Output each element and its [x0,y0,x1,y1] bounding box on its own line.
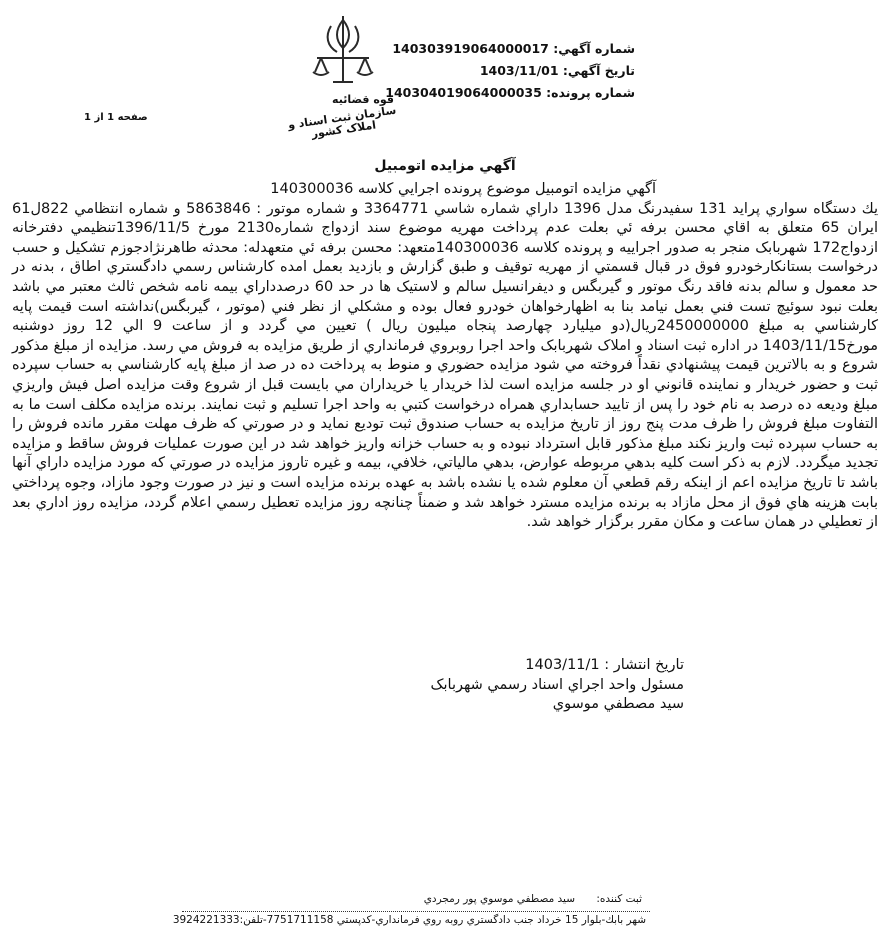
registrar-row [424,893,642,905]
judiciary-emblem [278,12,408,142]
footer-divider [182,911,650,912]
signer-name: سيد مصطفي موسوي [552,696,684,713]
notice-number-row [375,38,635,60]
notice-heading-line: آگهي مزايده اتومبيل موضوع پرونده اجرايي کلاسه 140300036 [270,181,656,197]
page-number: صفحه 1 از 1 [84,112,148,123]
publish-date: تاريخ انتشار : 1403/11/1 [525,657,684,673]
document-title: آگهي مزايده اتومبيل [374,158,516,174]
notice-main-paragraph: يك دستگاه سواري پرايد 131 سفيدرنگ مدل 1396 داراي شماره شاسي 3364771 و شماره موتور : 5863846 و شماره انتظامي 822ل61 ايران 65 متعلق به اقاي محسن برفه ئي بعلت عدم پرداخت مهريه موضوع سند ازدواج شماره2130 مورخ 1396/11/5تنظيمي دفترخانه ازدواج172 شهربابک منجر به صدور اجراييه و پرونده کلاسه 140300036متعهد: محسن برفه ئي متعهدله: محدثه طاهرنژادجوزم تشکيل و حسب درخواست بستانکارخودرو فوق در قبال قسمتي از مهريه توقيف و طبق گزارش و بازديد بعمل امده کارشناس رسمي دادگستري اطاق ، بدنه در حد معمول و سالم بدنه فاقد رنگ موتور و گيربگس و ديفرانسيل سالم و لاستيک ها در حد 60 درصدداراي بيمه نامه شخص ثالث معتبر مي باشد بعلت نبود سوئيچ تست فني بعمل نيامد بنا به اظهارخواهان خودرو فعال بوده و مشكلي از نظر فني (موتور ، گيربگس)نداشته است قيمت پايه كارشناسي به مبلغ 2450000000ريال(دو ميليارد چهارصد پنجاه ميليون ريال ) تعيين مي گردد و از ساعت 9 الي 12 روز دوشنبه مورخ1403/11/15 در اداره ثبت اسناد و املاک شهربابک واحد اجرا روبروي فرمانداري از طريق مزايده به فروش مي رسد. مزايده از مبلغ مذكور شروع و به بالاترين قيمت پيشنهادي نقداً فروخته مي شود مزايده حضوري و منوط به پرداخت ده در صد از مبلغ پايه كارشناسي به حساب سپرده ثبت و حضور خريدار و نماينده قانوني او در جلسه مزايده است لذا خريدار يا خريداران مي بايست قبل از شروع وقت مزايده اصل فيش واريزي مبلغ وديعه ده درصد به نام خود را پس از تاييد حسابداري همراه درخواست كتبي به واحد اجرا تسليم و ثبت نمايند. برنده مزايده مكلف است ما به التفاوت مبلغ فروش را ظرف مدت پنج روز از تاريخ مزايده به حساب صندوق ثبت توديع نمايد و در صورتي كه ظرف مهلت مقرر مانده فروش را به حساب سپرده ثبت واريز نكند مبلغ مذكور قابل استرداد نبوده و به حساب خزانه واريز خواهد شد در اين صورت عمليات فروش ساقط و مزايده تجديد ميگردد. لازم به ذكر است كليه بدهي مربوطه عوارض، بدهي مالياتي، خلافي، بيمه و غيره تاروز مزايده در صورتي كه مورد مزايده داراي آنها باشد تا تاريخ مزايده اعم از اينكه رقم قطعي آن معلوم شده يا نشده باشد به عهده برنده مزايده است و نيز در صورت وجود مازاد، وجوه پرداختي بابت هزينه هاي فوق از محل مازاد به برنده مزايده مسترد خواهد شد و ضمناً چنانچه روز مزايده تعطيل رسمي اعلام گردد، مزايده روز اداري بعد از تعطيلي در همان ساعت و مكان مقرر برگزار خواهد شد. [12,200,878,531]
notice-meta [375,38,635,104]
notice-date-label: تاريخ آگهي: [562,63,635,78]
signature-block [300,656,684,715]
registrar-label: ثبت كننده: [596,893,642,905]
file-number: 140304019064000035 [385,85,542,100]
file-number-row [375,82,635,104]
file-number-label: شماره پرونده: [546,85,635,100]
footer-address: شهر بابك-بلوار 15 خرداد جنب دادگستري روبه روي فرمانداري-كدپستي 7751711158-تلفن:3924221333 [172,914,646,926]
notice-date-row [375,60,635,82]
iran-emblem-icon [303,12,383,90]
registrar-name: سيد مصطفي موسوي پور رمجردي [423,893,576,905]
logo-text-bottom: سازمان ثبت اسناد و املاک کشور [287,103,398,141]
signer-title: مسئول واحد اجراي اسناد رسمي شهربابک [430,676,684,693]
notice-number-label: شماره آگهي: [553,41,635,56]
notice-body [12,180,878,533]
notice-number: 140303919064000017 [392,41,549,56]
logo-text-top: قوه قضائيه [332,93,394,106]
notice-date: 1403/11/01 [479,63,559,78]
